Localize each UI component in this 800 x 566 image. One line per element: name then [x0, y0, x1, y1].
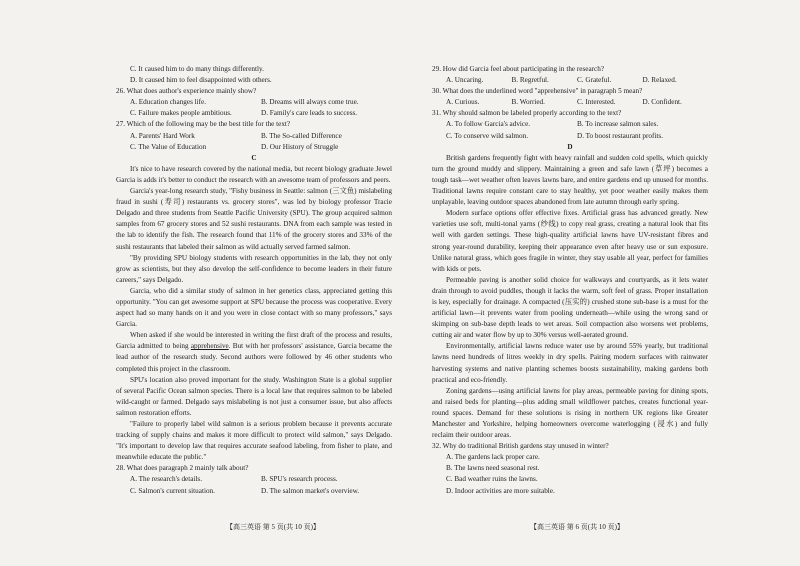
q28-question: 28. What does paragraph 2 mainly talk about? [116, 464, 249, 473]
q32-option-c: C. Bad weather ruins the lawns. [446, 475, 538, 484]
passage-c-paragraph-2: Garcia's year-long research study, "Fishy business in Seattle: salmon (三文鱼) mislabeling fraud in sushi (寿司) restaurants vs. grocery stores", was led by biology professor Tracie Delgado and three students from Seattle Pacific University (SPU). The group acquired salmon samples from 67 grocery stores and 52 sushi restaurants. DNA from each sample was tested in the lab to identify the fish. The research found that 11% of the grocery stores and 33% of the sushi restaurants that labeled their salmon as wild actually served farmed salmon. [116, 187, 392, 251]
q28-option-c: C. Salmon's current situation. [130, 486, 215, 495]
right-page-footer: 【高三英语 第 6 页(共 10 页)】 [530, 523, 624, 531]
q27-option-d: D. Our History of Struggle [261, 142, 339, 151]
left-page-column [116, 64, 392, 497]
q29-option-d: D. Relaxed. [642, 76, 677, 85]
q32-option-b: B. The lawns need seasonal rest. [446, 464, 540, 473]
q25-option-c: C. It caused him to do many things differently. [130, 65, 264, 73]
paragraph-5-start: When asked if she would be interested in writing the first draft of the process and results, Garcia admitted to being [116, 331, 392, 351]
q31-options-row1 [432, 119, 708, 130]
passage-d-paragraph-2: Modern surface options offer effective fixes. Artificial grass has advanced greatly. New varieties use soft, multi-tonal yarns (纱线) to copy real grass, creating a natural look that fits well with garden settings. These high-quality artificial lawns have UV-resistant fibres and strong year-round durability, keeping their appearance even after heavy use or sun exposure. Unlike natural grass, which goes fragile in winter, they stay usable all year, perfect for families with kids or pets. [432, 209, 708, 273]
q26-question: 26. What does author's experience mainly show? [116, 87, 257, 96]
q26-options-row1 [116, 97, 392, 108]
passage-c-paragraph-3: "By providing SPU biology students with research opportunities in the lab, they not only grow as scientists, but they also develop the self-confidence to become leaders in their future careers," says Delgado. [116, 253, 392, 284]
q31-option-d: D. To boost restaurant profits. [577, 131, 663, 140]
q29-option-b: B. Regretful. [511, 76, 549, 85]
q30-option-c: C. Interested. [577, 98, 616, 107]
q27-options-row1 [116, 131, 392, 142]
q26-options-row2 [116, 108, 392, 119]
passage-c-paragraph-1: It's nice to have research covered by the national media, but recent biology graduate Jewel Garcia is adds it's better to conduct the research with an awesome team of professors and peers. [116, 164, 392, 184]
q31-option-a: A. To follow Garcia's advice. [446, 120, 531, 129]
q31-option-b: B. To increase salmon sales. [577, 120, 659, 129]
q27-options-row2 [116, 142, 392, 153]
q30-option-a: A. Curious. [446, 98, 480, 107]
q27-option-a: A. Parents' Hard Work [130, 131, 195, 140]
q32-question: 32. Why do traditional British gardens stay unused in winter? [432, 442, 609, 451]
q31-question: 31. Why should salmon be labeled properly according to the text? [432, 109, 622, 118]
q32-option-d: D. Indoor activities are more suitable. [446, 486, 555, 495]
q28-options-row1 [116, 474, 392, 485]
passage-c-paragraph-5 [116, 330, 392, 374]
passage-d-paragraph-3: Permeable paving is another solid choice for walkways and courtyards, as it lets water drain through to avoid puddles, though it lacks the warm, soft feel of grass. Proper installation is key, especially for drainage. A compacted (压实的) crushed stone sub-base is a must for the artificial lawn—it prevents water from pooling underneath—while using the wrong sand or skimping on sub-base depth leads to wet areas. Soil compaction also worsens wet problems, cutting air and water flow by up to 30% versus well-aerated ground. [432, 275, 708, 340]
q29-question: 29. How did Garcia feel about participating in the research? [432, 65, 605, 73]
q26-option-a: A. Education changes life. [130, 98, 207, 107]
q32-option-a: A. The gardens lack proper care. [446, 453, 540, 462]
underlined-word: apprehensive [190, 342, 229, 351]
paragraph-5-end: . But with her professors' assistance, Garcia became the lead author of the research study. Second authors were followed by 46 other students who completed this project in the classroom. [116, 342, 392, 373]
q28-option-d: D. The salmon market's overview. [261, 486, 360, 495]
q28-option-a: A. The research's details. [130, 475, 203, 484]
q26-option-d: D. Family's care leads to success. [261, 109, 358, 118]
section-c-heading: C [251, 153, 257, 162]
q25-option-d: D. It caused him to feel disappointed with others. [130, 76, 272, 85]
q30-option-b: B. Worried. [511, 98, 545, 107]
q27-option-b: B. The So-called Difference [261, 131, 342, 140]
q29-options [432, 75, 708, 86]
right-page-column [432, 64, 708, 497]
q26-option-b: B. Dreams will always come true. [261, 98, 359, 107]
q30-question: 30. What does the underlined word "apprehensive" in paragraph 5 mean? [432, 87, 643, 96]
q26-option-c: C. Failure makes people ambitious. [130, 109, 232, 118]
section-d-heading: D [567, 142, 573, 151]
q30-option-d: D. Confident. [642, 98, 682, 107]
passage-c-paragraph-6: SPU's location also proved important for the study. Washington State is a global supplier of several Pacific Ocean salmon species. There is a local law that requires salmon to be labeled wild-caught or farmed. Delgado says mislabeling is not just a consumer issue, but also affects salmon restoration efforts. [116, 375, 392, 417]
left-page-footer: 【高三英语 第 5 页(共 10 页)】 [226, 523, 320, 531]
q27-question: 27. Which of the following may be the best title for the text? [116, 120, 291, 129]
q31-options-row2 [432, 131, 708, 142]
q28-option-b: B. SPU's research process. [261, 475, 338, 484]
q29-option-c: C. Grateful. [577, 76, 612, 85]
q30-options [432, 97, 708, 108]
passage-d-paragraph-5: Zoning gardens—using artificial lawns for play areas, permeable paving for dining spots, and raised beds for planting—plus adding small wildflower patches, creates functional year-round spaces. Demand for these solutions is rising in northern UK regions like Greater Manchester and Yorkshire, helping homeowners overcome waterlogging (浸水) and fully reclaim their outdoor areas. [432, 386, 708, 440]
q27-option-c: C. The Value of Education [130, 142, 207, 151]
passage-c-paragraph-7: "Failure to properly label wild salmon is a serious problem because it prevents accurate tracking of supply chains and makes it more difficult to protect wild salmon," says Delgado. "It's important to develop law that requires accurate seafood labeling, from fisher to plate, and meanwhile educate the public." [116, 420, 392, 462]
passage-d-paragraph-4: Environmentally, artificial lawns reduce water use by around 55% yearly, but traditional lawns need hundreds of litres weekly in dry spells. Pairing modern surfaces with rainwater harvesting systems and native planting schemes boosts sustainability, making gardens both practical and eco-friendly. [432, 342, 708, 384]
passage-d-paragraph-1: British gardens frequently fight with heavy rainfall and sudden cold spells, which quickly turn the ground muddy and slippery. Maintaining a green and safe lawn (草坪) becomes a tough task—wet weather often leaves lawns bare, and entire gardens end up unused for months. Traditional lawns require constant care to stay healthy, yet poor weather easily makes them unplayable, leaving outdoor spaces abandoned from late autumn through early spring. [432, 153, 708, 207]
q28-options-row2 [116, 486, 392, 497]
passage-c-paragraph-4: Garcia, who did a similar study of salmon in her genetics class, appreciated getting this opportunity. "You can get awesome support at SPU because the process was cooperative. Every aspect had so many hands on it and you were in close contact with so many professors," says Garcia. [116, 286, 392, 329]
q31-option-c: C. To conserve wild salmon. [446, 131, 529, 140]
q29-option-a: A. Uncaring. [446, 76, 484, 85]
